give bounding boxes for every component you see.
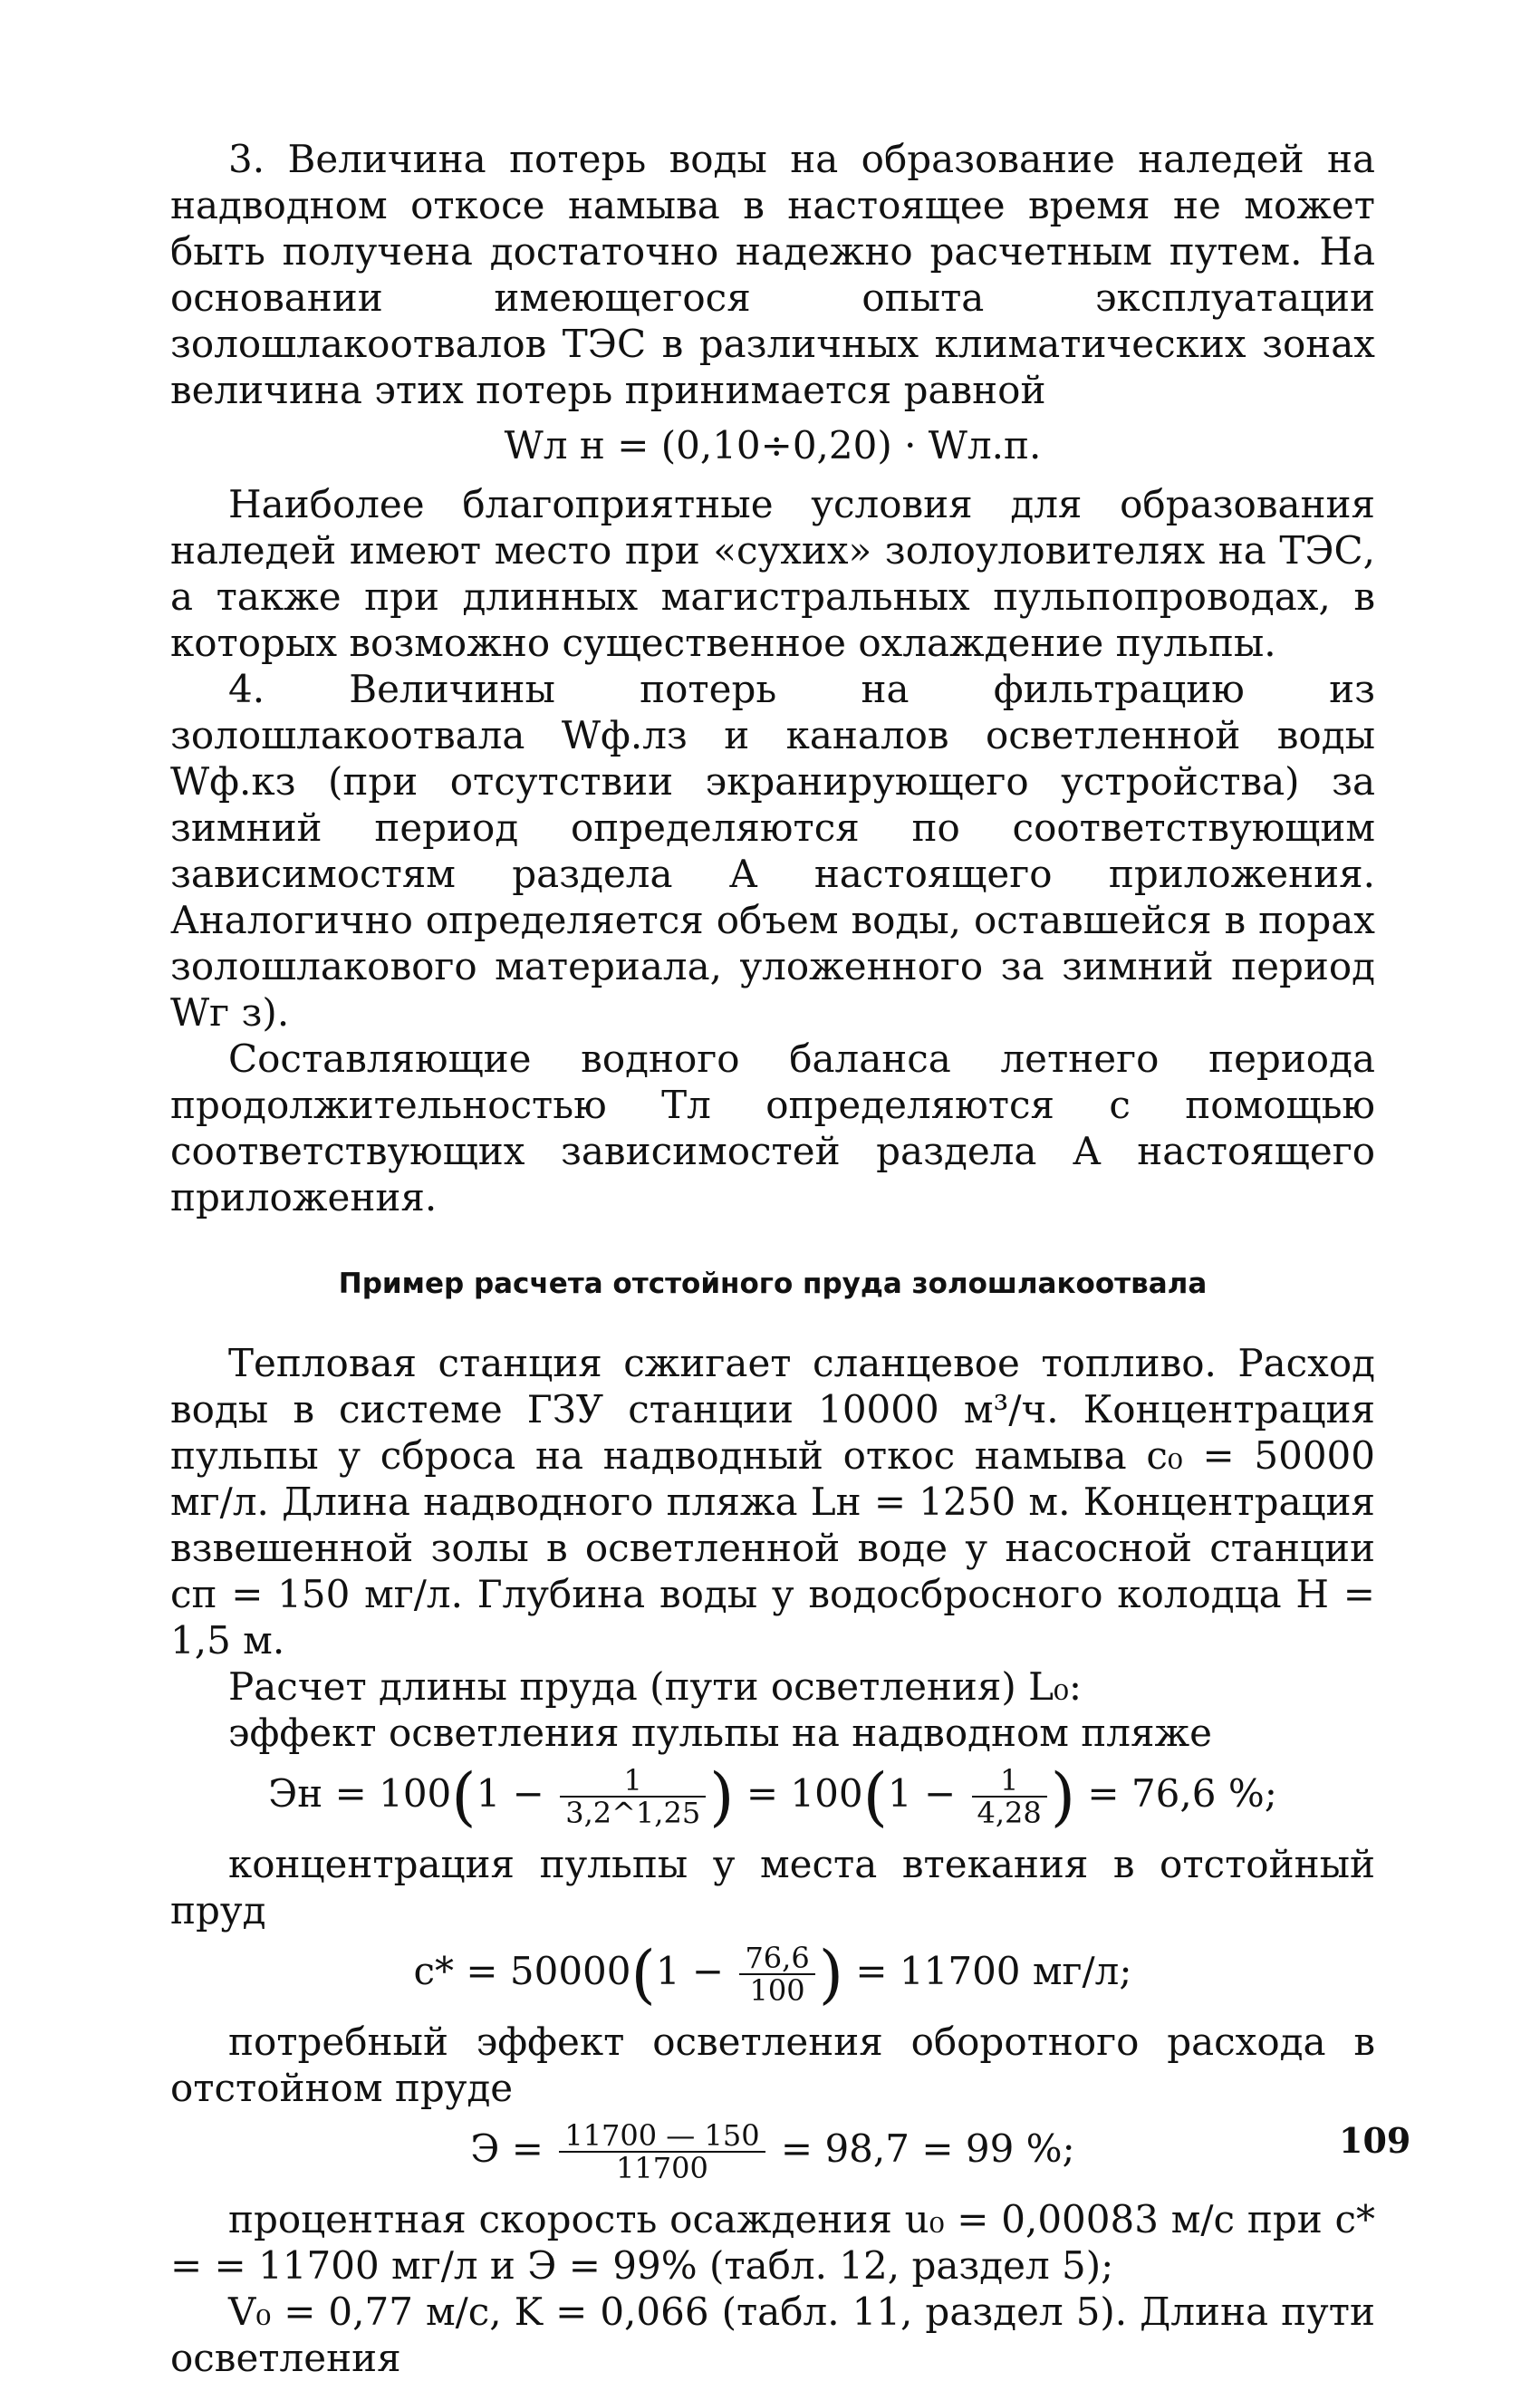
fraction <box>972 1765 1047 1828</box>
paragraph-clarification-length: V₀ = 0,77 м/с, K = 0,066 (табл. 11, раздел 5). Длина пути осветления <box>170 2289 1375 2380</box>
formula-text: c* = 50000 <box>413 1949 631 1993</box>
paragraph-example-data: Тепловая станция сжигает сланцевое топливо. Расход воды в системе ГЗУ станции 10000 м³/ч. Концентрация пульпы у сброса на надводный откос намыва c₀ = 50000 мг/л. Длина надводного пляжа Lн = 1250 м. Концентрация взвешенной золы в осветленной воде у насосной станции cп = 150 мг/л. Глубина воды у водосбросного колодца H = 1,5 м. <box>170 1341 1375 1663</box>
formula-result: = 11700 мг/л; <box>855 1949 1132 1993</box>
paragraph-ice-losses: 3. Величина потерь воды на образование наледей на надводном откосе намыва в настоящее время не может быть получена достаточно надежно расчетным путем. На основании имеющегося опыта эксплуатации золошлакоотвалов ТЭС в различных климатических зонах величина этих потерь принимается равной <box>170 137 1375 412</box>
paragraph-filtration-losses: 4. Величины потерь на фильтрацию из золошлакоотвала Wф.лз и каналов осветленной воды Wф.кз (при отсутствии экранирующего устройства) за зимний период определяются по соответствующим зависимостям раздела А настоящего приложения. Аналогично определяется объем воды, оставшейся в порах золошлакового материала, уложенного за зимний период Wг з). <box>170 667 1375 1035</box>
fraction <box>560 1765 706 1828</box>
formula-beach-effect: Эн = 100(1 − $\frac{1}{3,2\^{}1,25}$ ) = 100(1 − $\frac{1}{4,28}$ ) = 76,6 %; <box>268 1759 1277 1834</box>
fraction-denominator: 11700 <box>616 2151 708 2185</box>
formula-text: 1 − <box>476 1771 544 1816</box>
paragraph-favorable-conditions: Наиболее благоприятные условия для образования наледей имеют место при «сухих» золоуловителях на ТЭС, а также при длинных магистральных пульпопроводах, в которых возможно существенное охлаждение пульпы. <box>170 482 1375 665</box>
paragraph-pond-length: Расчет длины пруда (пути осветления) L₀: <box>228 1664 1083 1709</box>
formula-result: = 98,7 = 99 %; <box>780 2126 1075 2171</box>
page-body <box>170 136 1375 2381</box>
formula-result: = 76,6 %; <box>1087 1771 1277 1816</box>
page-number: 109 <box>1339 2120 1411 2161</box>
fraction-numerator: 11700 — 150 <box>559 2120 765 2153</box>
formula-text: 1 − <box>887 1771 957 1816</box>
fraction <box>739 1942 814 2006</box>
paragraph-beach-effect: эффект осветления пульпы на надводном пляже <box>228 1711 1212 1755</box>
paragraph-summer-balance: Составляющие водного баланса летнего периода продолжительностью Тл определяются с помощью соответствующих зависимостей раздела А настоящего приложения. <box>170 1036 1375 1219</box>
formula-text: = 100 <box>746 1771 863 1816</box>
formula-concentration: c* = 50000(1 − $\frac{76,6}{100}$ ) = 11700 мг/л; <box>413 1937 1132 2011</box>
fraction-denominator: 3,2^1,25 <box>565 1796 701 1830</box>
fraction-denominator: 4,28 <box>977 1796 1042 1830</box>
fraction-numerator: 1 <box>972 1765 1047 1798</box>
formula-text: Эн = 100 <box>268 1771 452 1816</box>
paragraph-settling-speed: процентная скорость осаждения u₀ = 0,00083 м/с при c* = = 11700 мг/л и Э = 99% (табл. 12, раздел 5); <box>170 2197 1375 2288</box>
formula-ice-loss: Wл н = (0,10÷0,20) · Wл.п. <box>504 423 1042 468</box>
fraction-denominator: 100 <box>749 1973 805 2008</box>
formula-required-effect <box>170 2120 1375 2183</box>
paragraph-required-effect: потребный эффект осветления оборотного расхода в отстойном пруде <box>170 2020 1375 2110</box>
paragraph-inflow-concentration: концентрация пульпы у места втекания в отстойный пруд <box>170 1842 1375 1933</box>
section-heading: Пример расчета отстойного пруда золошлакоотвала <box>338 1268 1208 1300</box>
formula-text: Э = <box>470 2126 544 2171</box>
fraction-numerator: 1 <box>560 1765 706 1798</box>
fraction <box>559 2120 765 2183</box>
fraction-numerator: 76,6 <box>739 1942 814 1975</box>
